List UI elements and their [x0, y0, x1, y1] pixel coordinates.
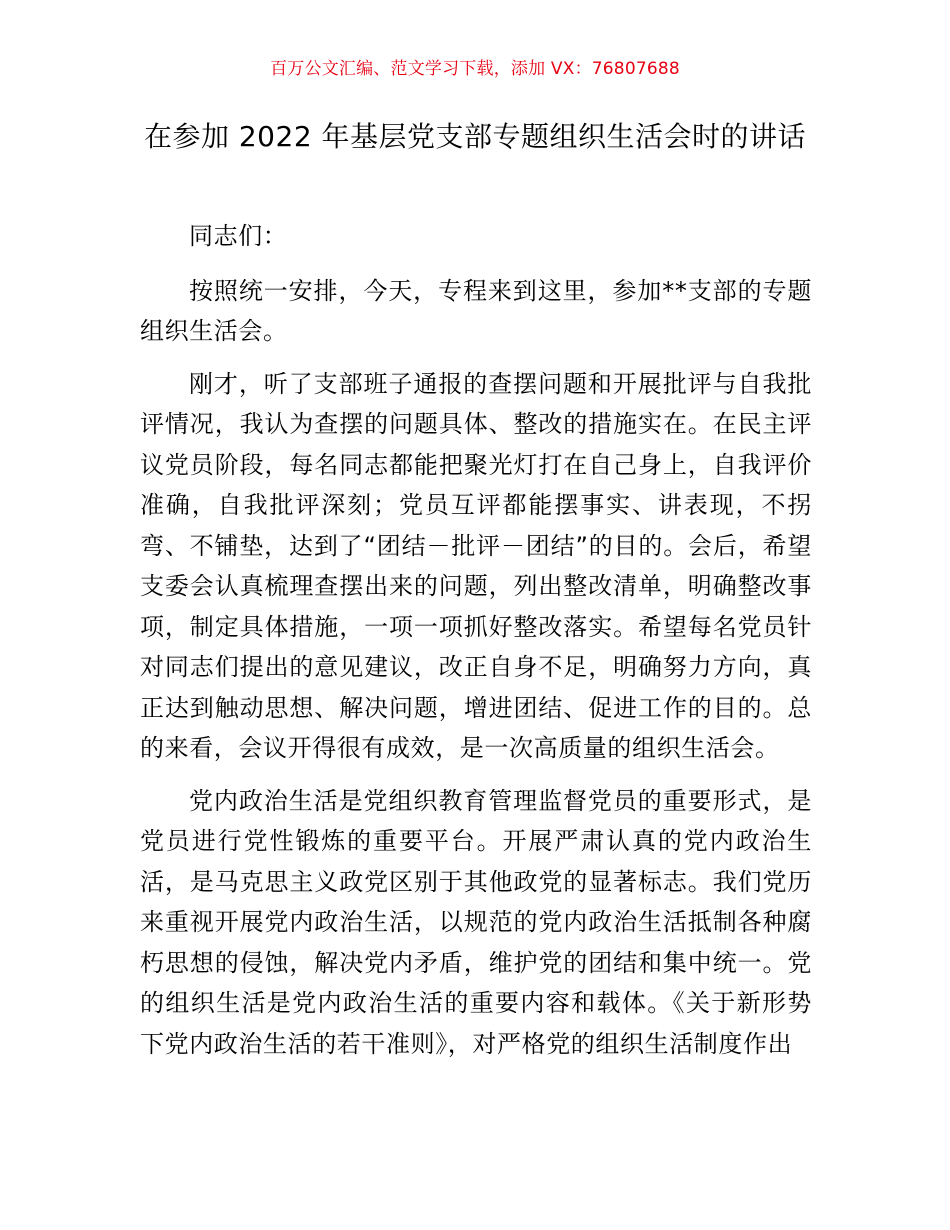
paragraph-party-political-life: 党内政治生活是党组织教育管理监督党员的重要形式，是党员进行党性锻炼的重要平台。开展严肃认真的党内政治生活，是马克思主义政党区别于其他政党的显著标志。我们党历来重视开展党内政治生活，以规范的党内政治生活抵制各种腐朽思想的侵蚀，解决党内矛盾，维护党的团结和集中统一。党的组织生活是党内政治生活的重要内容和载体。《关于新形势下党内政治生活的若干准则》，对严格党的组织生活制度作出: [140, 786, 812, 1058]
salutation: 同志们：: [189, 222, 288, 250]
paragraph-meeting-review: 刚才，听了支部班子通报的查摆问题和开展批评与自我批评情况，我认为查摆的问题具体、整改的措施实在。在民主评议党员阶段，每名同志都能把聚光灯打在自己身上，自我评价准确，自我批评深刻；党员互评都能摆事实、讲表现，不拐弯、不铺垫，达到了“团结－批评－团结”的目的。会后，希望支委会认真梳理查摆出来的问题，列出整改清单，明确整改事项，制定具体措施，一项一项抓好整改落实。希望每名党员针对同志们提出的意见建议，改正自身不足，明确努力方向，真正达到触动思想、解决问题，增进团结、促进工作的目的。总的来看，会议开得很有成效，是一次高质量的组织生活会。: [140, 369, 812, 762]
document-body: [140, 216, 812, 1076]
paragraph-arrangement: 按照统一安排，今天，专程来到这里，参加**支部的专题组织生活会。: [140, 276, 812, 345]
document-title: 在参加 2022 年基层党支部专题组织生活会时的讲话: [143, 120, 807, 153]
page-header-watermark: 百万公文汇编、范文学习下载，添加 VX：76807688: [270, 59, 680, 79]
